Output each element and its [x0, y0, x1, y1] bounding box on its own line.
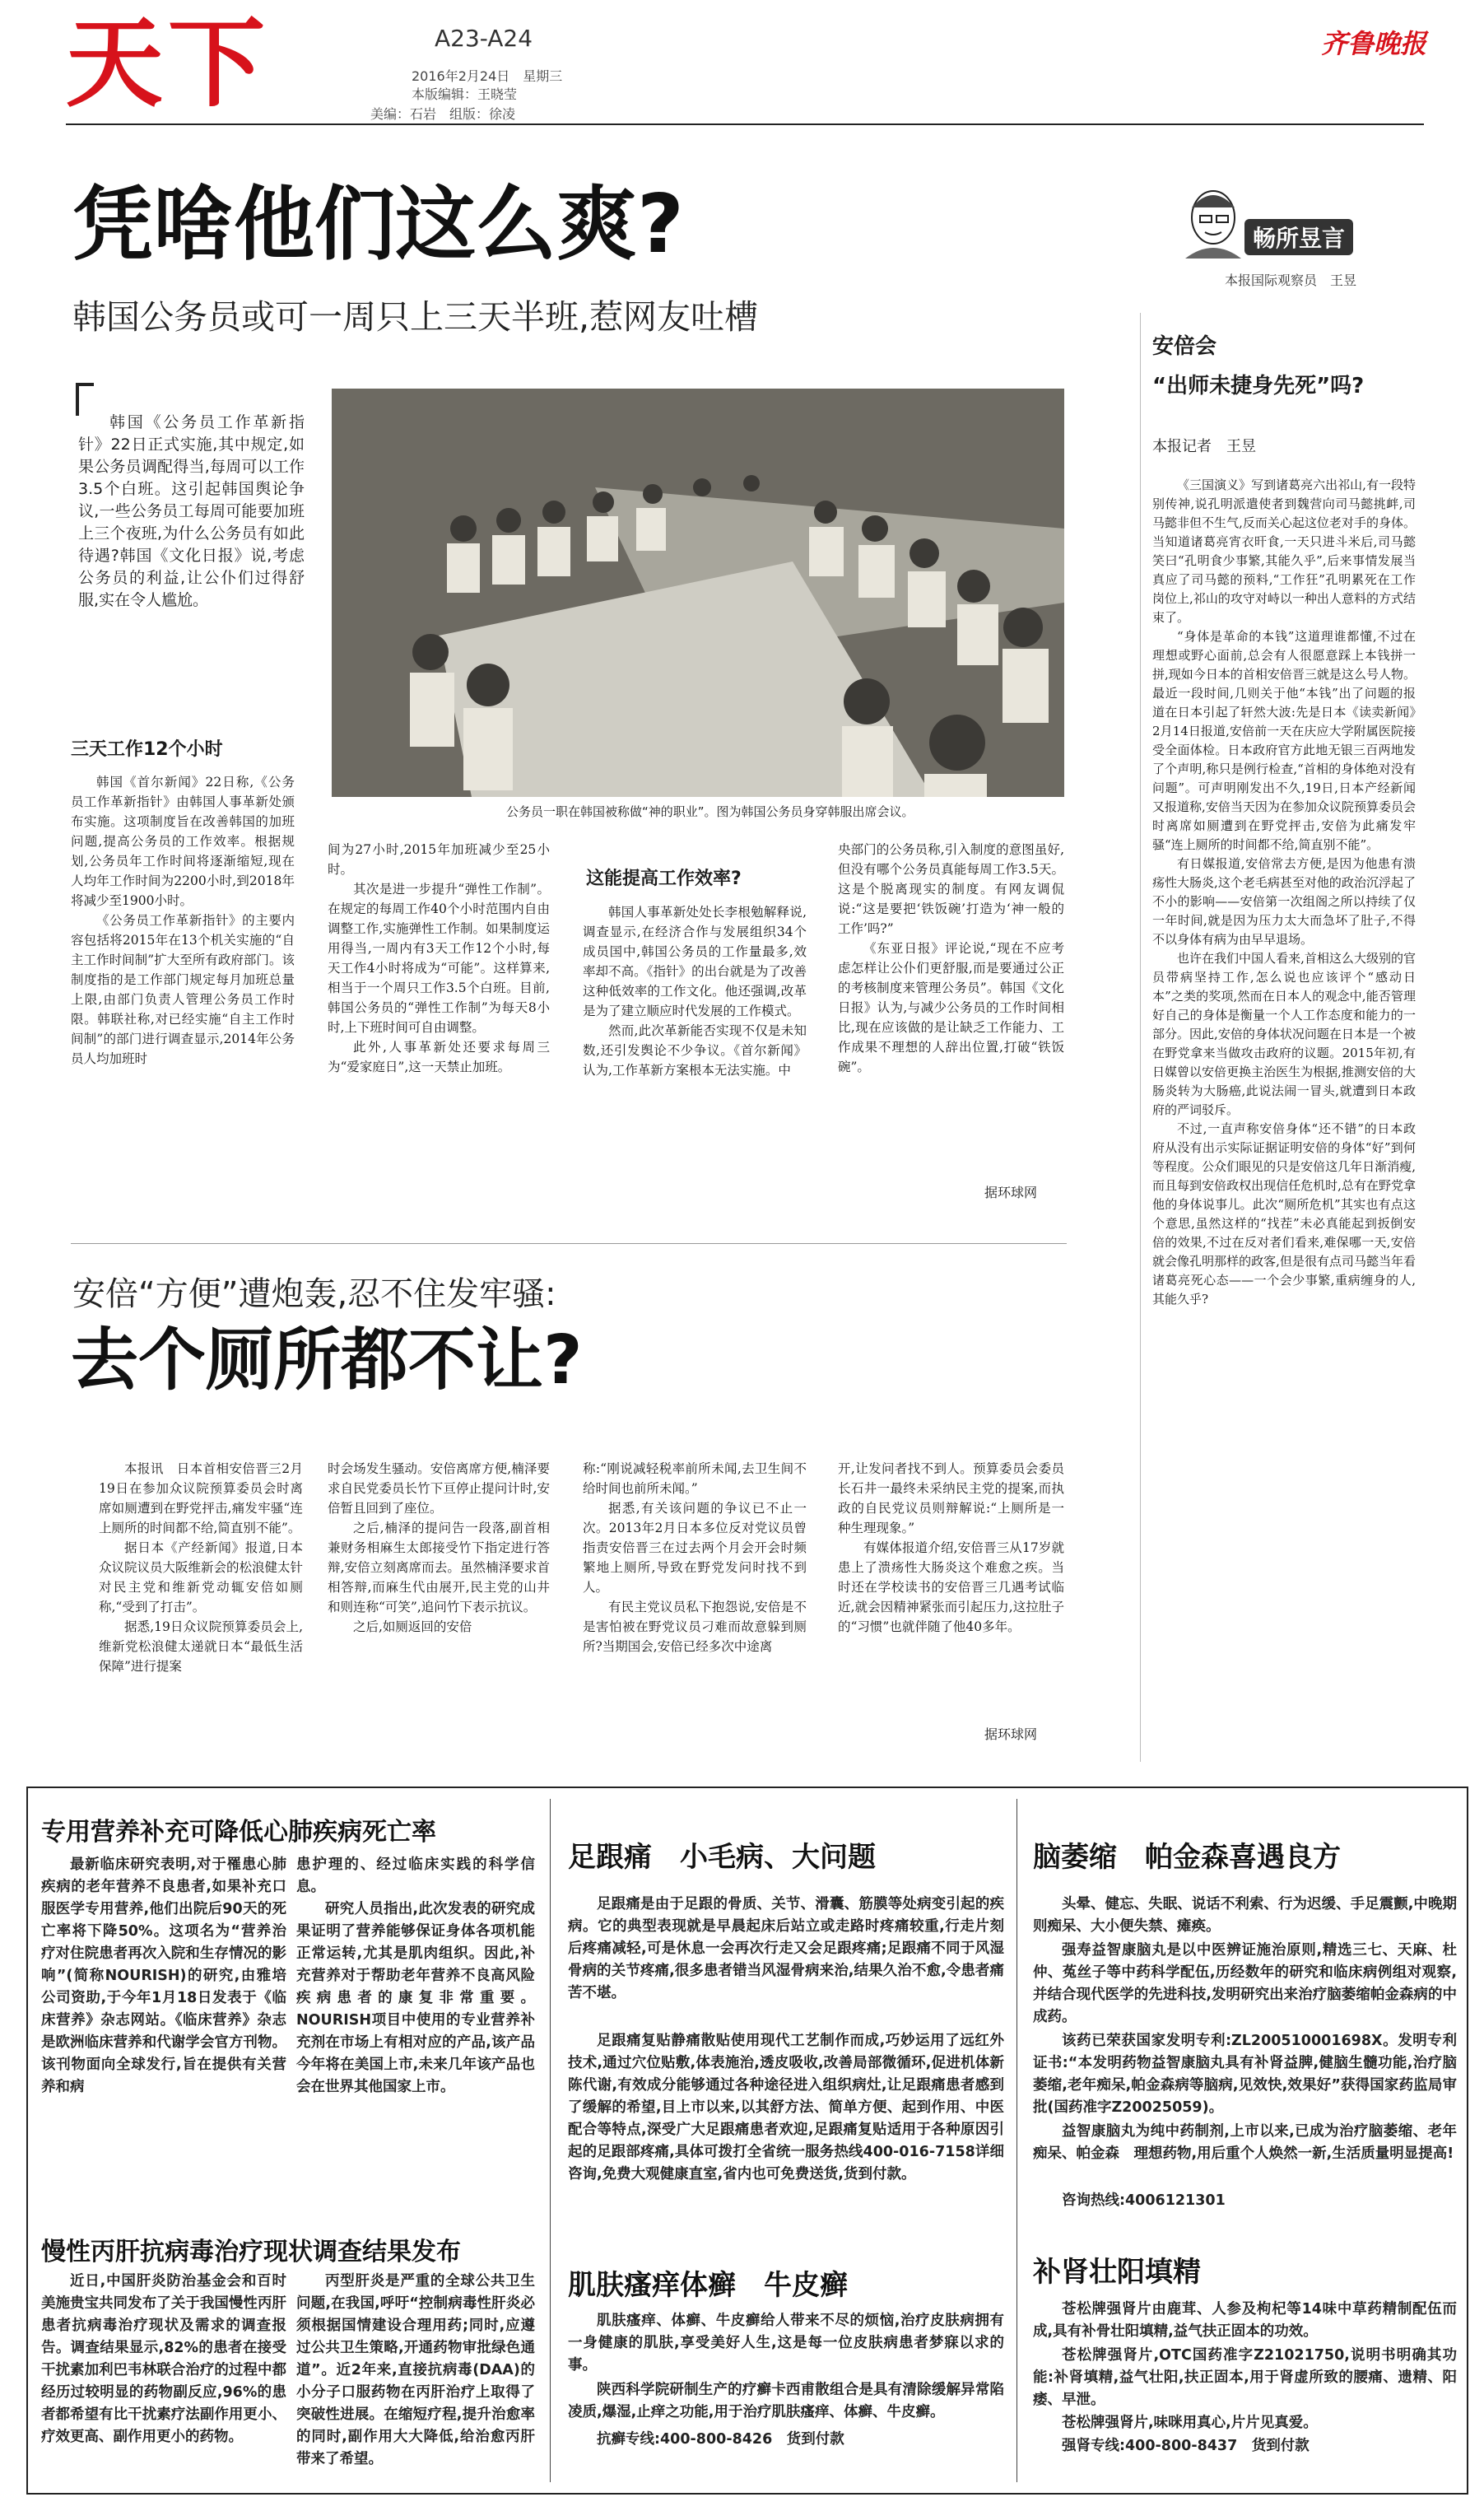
- lead-headline: 凭啥他们这么爽?: [72, 178, 684, 272]
- paragraph: 《三国演义》写到诸葛亮六出祁山,有一段特别传神,说孔明派遣使者到魏营向司马懿挑衅,司马懿非但不生气,反而关心起这位老对手的身体。当知道诸葛亮宵衣旰食,一天只进斗米后,司马懿笑曰“孔明食少事繁,其能久乎”,后来事情发展当真应了司马懿的预料,“工作狂”孔明累死在工作岗位上,祁山的攻守对峙以一种出人意料的方式结束了。: [1152, 478, 1416, 625]
- ad3-text-5: 苍松牌强肾片由鹿茸、人参及枸杞等14味中草药精制配伍而成,具有补骨壮阳填精,益气扶正固本的功效。: [1033, 2301, 1457, 2340]
- ad-divider-1: [550, 1799, 551, 2482]
- paragraph: 也许在我们中国人看来,首相这么大级别的官员带病坚持工作,怎么说也应该评个“感动日本”之类的奖项,然而在日本人的观念中,能否管理好自己的身体是衡量一个人工作态度和能力的一部分。因此,安倍的身体状况问题在日本是一个被在野党拿来当做攻击政府的议题。2015年初,有日媒曾以安倍更换主治医生为根据,推测安倍的大肠炎转为大肠癌,此说法闹一冒头,就遭到日本政府的严词驳斥。: [1152, 951, 1416, 1117]
- paragraph: 其次是进一步提升“弹性工作制”。在规定的每周工作40个小时范围内自由调整工作,实施弹性工作制。如果制度运用得当,一周内有3天工作12个小时,每天工作4小时将成为“可能”。这样算来,相当于一个周只工作3.5个白班。目前,韩国公务员的“弹性工作制”为每天8小时,上下班时间可自由调整。: [328, 882, 550, 1035]
- column-byline: 本报国际观察员 王昱: [1225, 273, 1357, 288]
- column-headline-2: “出师未捷身先死”吗?: [1152, 374, 1365, 398]
- ad2-title: 足跟痛 小毛病、大问题: [568, 1841, 876, 1874]
- paragraph: 韩国人事革新处处长李根勉解释说,调查显示,在经济合作与发展组织34个成员国中,韩国公务员的工作量最多,效率却不高。《指针》的出台就是为了改善这种低效率的工作文化。他还强调,改革是为了建立顺应时代发展的工作模式。: [583, 905, 807, 1018]
- paragraph: “身体是革命的本钱”这道理谁都懂,不过在理想或野心面前,总会有人很愿意踩上本钱拼一拼,现如今日本的首相安倍晋三就是这么号人物。最近一段时间,几则关于他“本钱”出了问题的报道在日本引起了轩然大波:先是日本《读卖新闻》2月14日报道,安倍前一天在庆应大学附属医院接受全面体检。日本政府官方此地无银三百两地发了个声明,称只是例行检查,“首相的身体绝对没有问题”。可声明刚发出不久,19日,日本产经新闻又报道称,安倍当天因为在参加众议院预算委员会时离席如厕遭到在野党抨击,安倍为此痛发牢骚“连上厕所的时间都不给,简直别不能”。: [1152, 629, 1416, 852]
- paragraph: 开,让发问者找不到人。预算委员会委员长石井一最终未采纳民主党的提案,而执政的自民党议员则辩解说:“上厕所是一种生理现象。”: [838, 1461, 1064, 1535]
- paragraph: 间为27小时,2015年加班减少至25小时。: [328, 842, 550, 877]
- design-line: 美编：石岩 组版：徐凌: [370, 106, 516, 122]
- paragraph: 有民主党议员私下抱怨说,安倍是不是害怕被在野党议员刁难而故意躲到厕所?当期国会,安倍已经多次中途离: [583, 1600, 807, 1654]
- lead-column-1: [71, 772, 295, 1069]
- columnist-portrait: [1177, 183, 1246, 259]
- second-column-1: [99, 1459, 303, 1676]
- ad3-hotline-2: 强肾专线:400-800-8437 货到付款: [1062, 2438, 1310, 2454]
- meeting-scene-image: [332, 389, 1064, 797]
- column-headline-1: 安倍会: [1152, 334, 1217, 359]
- ad3-text-7: 苍松牌强肾片,味咪用真心,片片见真爱。: [1062, 2415, 1318, 2431]
- paragraph: 之后,如厕返回的安倍: [353, 1619, 472, 1634]
- paragraph: 称:“刚说减轻税率前所未闻,去卫生间不给时间也前所未闻。”: [583, 1461, 807, 1496]
- paragraph: 《东亚日报》评论说,“现在不应考虑怎样让公仆们更舒服,而是要通过公正的考核制度来管理公务员”。韩国《文化日报》认为,与减少公务员的工作时间相比,现在应该做的是让缺乏工作能力、工作成果不理想的人辞出位置,打破“铁饭碗”。: [838, 941, 1064, 1074]
- paper-logo: 齐鲁晚报: [1321, 28, 1427, 59]
- paragraph: 有日媒报道,安倍常去方便,是因为他患有溃疡性大肠炎,这个老毛病甚至对他的政治沉浮起了不小的影响——安倍第一次组阁之所以持续了仅一年时间,就是因为压力太大而急坏了肚子,不得不以身体有病为由早早退场。: [1152, 856, 1416, 947]
- date-line: 2016年2月24日 星期三: [412, 68, 563, 84]
- second-kicker: 安倍“方便”遭炮轰,忍不住发牢骚:: [72, 1275, 556, 1313]
- ad1-text-4: 近日,中国肝炎防治基金会和百时美施贵宝共同发布了关于我国慢性丙肝患者抗病毒治疗现状及需求的调查报告。调查结果显示,82%的患者在接受干扰素加利巴韦林联合治疗的过程中都经历过较明显的药物副反应,96%的患者都希望有比干扰素疗法副作用更小、疗效更高、副作用更小的药物。: [41, 2273, 286, 2445]
- page-range: A23-A24: [435, 25, 533, 52]
- paragraph: 之后,楠泽的提问告一段落,副首相兼财务相麻生太郎接受竹下指定进行答辩,安倍立刻离席而去。虽然楠泽要求首相答辩,而麻生代由展开,民主党的山井和则连称“可笑”,追问竹下表示抗议。: [328, 1521, 550, 1614]
- ad3-hotline: 咨询热线:4006121301: [1062, 2192, 1226, 2209]
- lead-photo: [332, 389, 1064, 797]
- paragraph: 有媒体报道介绍,安倍晋三从17岁就患上了溃疡性大肠炎这个难愈之疾。当时还在学校读书的安倍晋三几遇考试临近,就会因精神紧张而引起压力,这拉肚子的“习惯”也就伴随了他40多年。: [838, 1540, 1064, 1634]
- lead-subhead: 韩国公务员或可一周只上三天半班,惹网友吐槽: [72, 297, 759, 337]
- lead-column-3: [583, 902, 807, 1080]
- column-body: [1152, 476, 1416, 1309]
- second-column-2: [328, 1459, 550, 1637]
- column-author: 本报记者 王昱: [1152, 438, 1256, 455]
- ad2-text-2: 足跟痛复贴静痛散贴使用现代工艺制作而成,巧妙运用了远红外技术,通过穴位贴敷,体表施治,透皮吸收,改善局部微循环,促进机体新陈代谢,有效成分能够通过各种途径进入组织病灶,让足跟痛患者感到了缓解的希望,目上市以来,以其舒方法、简单方便、起到作用、中医配合等特点,深受广大足跟痛患者欢迎,足跟痛复贴适用于各种原因引起的足跟部疼痛,具体可拨打全省统一服务热线400-016-7158详细咨询,免费大观健康直室,省内也可免费送货,货到付款。: [568, 2033, 1004, 2183]
- paragraph: 据日本《产经新闻》报道,日本众议院议员大阪维新会的松浪健太针对民主党和维新党动辄安倍如厕称,“受到了打击”。: [99, 1540, 304, 1614]
- column-title-badge: 畅所昱言: [1244, 219, 1353, 255]
- masthead-rule: [66, 123, 1424, 125]
- ad1-title: 专用营养补充可降低心肺疾病死亡率: [41, 1818, 436, 1847]
- lead-subhead-1: 三天工作12个小时: [71, 739, 223, 760]
- column-divider: [1140, 313, 1141, 1762]
- editor-line: 本版编辑：王晓莹: [412, 86, 518, 102]
- paragraph: 据悉,19日众议院预算委员会上,维新党松浪健太递就日本“最低生活保障”进行提案: [99, 1619, 303, 1674]
- ad3-text-3: 该药已荣获国家发明专利:ZL200510001698X。发明专利证书:“本发明药物益智康脑丸具有补肾益脾,健脑生髓功能,治疗脑萎缩,老年痴呆,帕金森病等脑病,见效快,效果好”获得国家药监局审批(国药准字Z20025059)。: [1033, 2033, 1457, 2116]
- ad3-text-1: 头晕、健忘、失眠、说话不利索、行为迟缓、手足震颤,中晚期则痴呆、大小便失禁、瘫痪。: [1033, 1896, 1457, 1935]
- ad2-title-2: 肌肤瘙痒体癣 牛皮癣: [568, 2269, 848, 2302]
- second-source: 据环球网: [984, 1726, 1038, 1742]
- ad3-text-4: 益智康脑丸为纯中药制剂,上市以来,已成为治疗脑萎缩、老年痴呆、帕金森 理想药物,用后重个人焕然一新,生活质量明显提高!: [1033, 2123, 1457, 2162]
- photo-caption: 公务员一职在韩国被称做“神的职业”。图为韩国公务员身穿韩服出席会议。: [506, 804, 914, 819]
- second-column-4: [838, 1459, 1064, 1637]
- second-headline: 去个厕所都不让?: [71, 1321, 583, 1400]
- ad3-title: 脑萎缩 帕金森喜遇良方: [1033, 1841, 1341, 1874]
- lead-intro: 韩国《公务员工作革新指针》22日正式实施,其中规定,如果公务员调配得当,每周可以工作3.5个白班。这引起韩国舆论争议,一些公务员工每周可能要加班上三个夜班,为什么公务员有如此待遇?韩国《文化日报》说,考虑公务员的利益,让公仆们过得舒服,实在令人尴尬。: [78, 413, 305, 609]
- ad2-text-1: 足跟痛是由于足跟的骨质、关节、滑囊、筋膜等处病变引起的疾病。它的典型表现就是早晨起床后站立或走路时疼痛较重,行走片刻后疼痛减轻,可是休息一会再次行走又会足跟疼痛;足跟痛不同于风湿骨病的关节疼痛,很多患者错当风湿骨病来治,结果久治不愈,令患者痛苦不堪。: [568, 1896, 1004, 2001]
- lead-subhead-2: 这能提高工作效率?: [586, 869, 742, 889]
- paragraph: 韩国《首尔新闻》22日称,《公务员工作革新指针》由韩国人事革新处颁布实施。这项制度旨在改善韩国的加班问题,提高公务员的工作效率。根据规划,公务员年工作时间将逐渐缩短,现在人均年工作时间为2200小时,到2018年将减少至1900小时。: [71, 775, 295, 908]
- second-column-3: [583, 1459, 807, 1656]
- lead-source: 据环球网: [984, 1185, 1038, 1200]
- section-title: 天下: [66, 7, 271, 120]
- paragraph: 《公务员工作革新指针》的主要内容包括将2015年在13个机关实施的“自主工作时间制”扩大至所有政府部门。该制度指的是工作部门规定每月加班总量上限,由部门负责人管理公务员工作时限。韩联社称,对已经实施“自主工作时间制”的部门进行调查显示,2014年公务员人均加班时: [71, 913, 295, 1066]
- ad1-title-2: 慢性丙肝抗病毒治疗现状调查结果发布: [41, 2238, 461, 2266]
- ad3-title-2: 补肾壮阳填精: [1033, 2256, 1201, 2289]
- paragraph: 时会场发生骚动。安倍离席方便,楠泽要求自民党委员长竹下亘停止提问计时,安倍暂且回到了座位。: [328, 1461, 550, 1516]
- paragraph: 不过,一直声称安倍身体“还不错”的日本政府从没有出示实际证据证明安倍的身体“好”到何等程度。公众们眼见的只是安倍这几年日渐消瘦,而且每到安倍政权出现信任危机时,总有在野党拿他的身体说事儿。此次“厕所危机”其实也有点这个意思,虽然这样的“找茬”未必真能起到扳倒安倍的效果,不过在反对者们看来,难保哪一天,安倍就会像孔明那样的政客,但是很有点司马懿当年看诸葛亮死心态——一个会少事繁,重病缠身的人,其能久乎?: [1152, 1121, 1416, 1307]
- ad3-text-6: 苍松牌强肾片,OTC国药准字Z21021750,说明书明确其功能:补肾填精,益气壮阳,扶正固本,用于肾虚所致的腰痛、遗精、阳痿、早泄。: [1033, 2347, 1457, 2408]
- lead-column-4: [838, 840, 1064, 1077]
- story-divider: [71, 1243, 1067, 1244]
- ad2-hotline: 抗癣专线:400-800-8426 货到付款: [597, 2431, 844, 2448]
- ad1-text-5: 丙型肝炎是严重的全球公共卫生问题,在我国,呼吁“控制病毒性肝炎必须根据国情建设合理用药;同时,应遵过公共卫生策略,开通药物审批绿色通道”。近2年来,直接抗病毒(DAA)的小分子口服药物在丙肝治疗上取得了突破性进展。在缩短疗程,提升治愈率的同时,副作用大大降低,给治愈丙肝带来了希望。: [296, 2273, 535, 2467]
- paragraph: 央部门的公务员称,引入制度的意图虽好,但没有哪个公务员真能每周工作3.5天。这是个脱离现实的制度。有网友调侃说:“这是要把‘铁饭碗’打造为‘神一般的工作’吗?”: [838, 842, 1064, 936]
- paragraph: 然而,此次革新能否实现不仅是未知数,还引发舆论不少争议。《首尔新闻》认为,工作革新方案根本无法实施。中: [583, 1023, 807, 1078]
- intro-bracket-vertical: [76, 383, 79, 416]
- columnist-sketch-icon: [1177, 183, 1246, 259]
- ad1-text-3: 研究人员指出,此次发表的研究成果证明了营养能够保证身体各项机能正常运转,尤其是肌肉组织。因此,补充营养对于帮助老年营养不良高风险疾病患者的康复非常重要。NOURISH项目中使用的专业营养补充剂在市场上有相对应的产品,该产品今年将在美国上市,未来几年该产品也会在世界其他国家上市。: [296, 1901, 535, 2095]
- ad3-text-2: 强寿益智康脑丸是以中医辨证施治原则,精选三七、天麻、杜仲、菟丝子等中药科学配伍,历经数年的研究和临床病例组对观察,并结合现代医学的先进科技,发明研究出来治疗脑萎缩帕金森病的中成药。: [1033, 1942, 1457, 2025]
- ad2-text-3: 肌肤瘙痒、体癣、牛皮癣给人带来不尽的烦恼,治疗皮肤病拥有一身健康的肌肤,享受美好人生,这是每一位皮肤病患者梦寐以求的事。: [568, 2313, 1004, 2374]
- paragraph: 此外,人事革新处还要求每周三为“爱家庭日”,这一天禁止加班。: [328, 1040, 550, 1074]
- ad2-text-4: 陕西科学院研制生产的疗癣卡西甫散组合是具有清除缓解异常陷凌质,爆湿,止痒之功能,用于治疗肌肤瘙痒、体癣、牛皮癣。: [568, 2382, 1004, 2420]
- ad1-text-2: 患护理的、经过临床实践的科学信息。: [296, 1856, 535, 1895]
- paragraph: 本报讯 日本首相安倍晋三2月19日在参加众议院预算委员会时离席如厕遭到在野党抨击,痛发牢骚“连上厕所的时间都不给,简直别不能”。: [99, 1461, 303, 1535]
- ad1-text-1: 最新临床研究表明,对于罹患心肺疾病的老年营养不良患者,如果补充口服医学专用营养,他们出院后90天的死亡率将下降50%。这项名为“营养治疗对住院患者再次入院和生存情况的影响”(简称NOURISH)的研究,由雅培公司资助,于今年1月18日发表于《临床营养》杂志网站。《临床营养》杂志是欧洲临床营养和代谢学会官方刊物。该刊物面向全球发行,旨在提供有关营养和病: [41, 1856, 286, 2095]
- lead-column-2: [328, 840, 550, 1077]
- paragraph: 据悉,有关该问题的争议已不止一次。2013年2月日本多位反对党议员曾指责安倍晋三在过去两个月会开会时频繁地上厕所,导致在野党发问时找不到人。: [583, 1501, 807, 1595]
- ad-divider-2: [1016, 1799, 1017, 2482]
